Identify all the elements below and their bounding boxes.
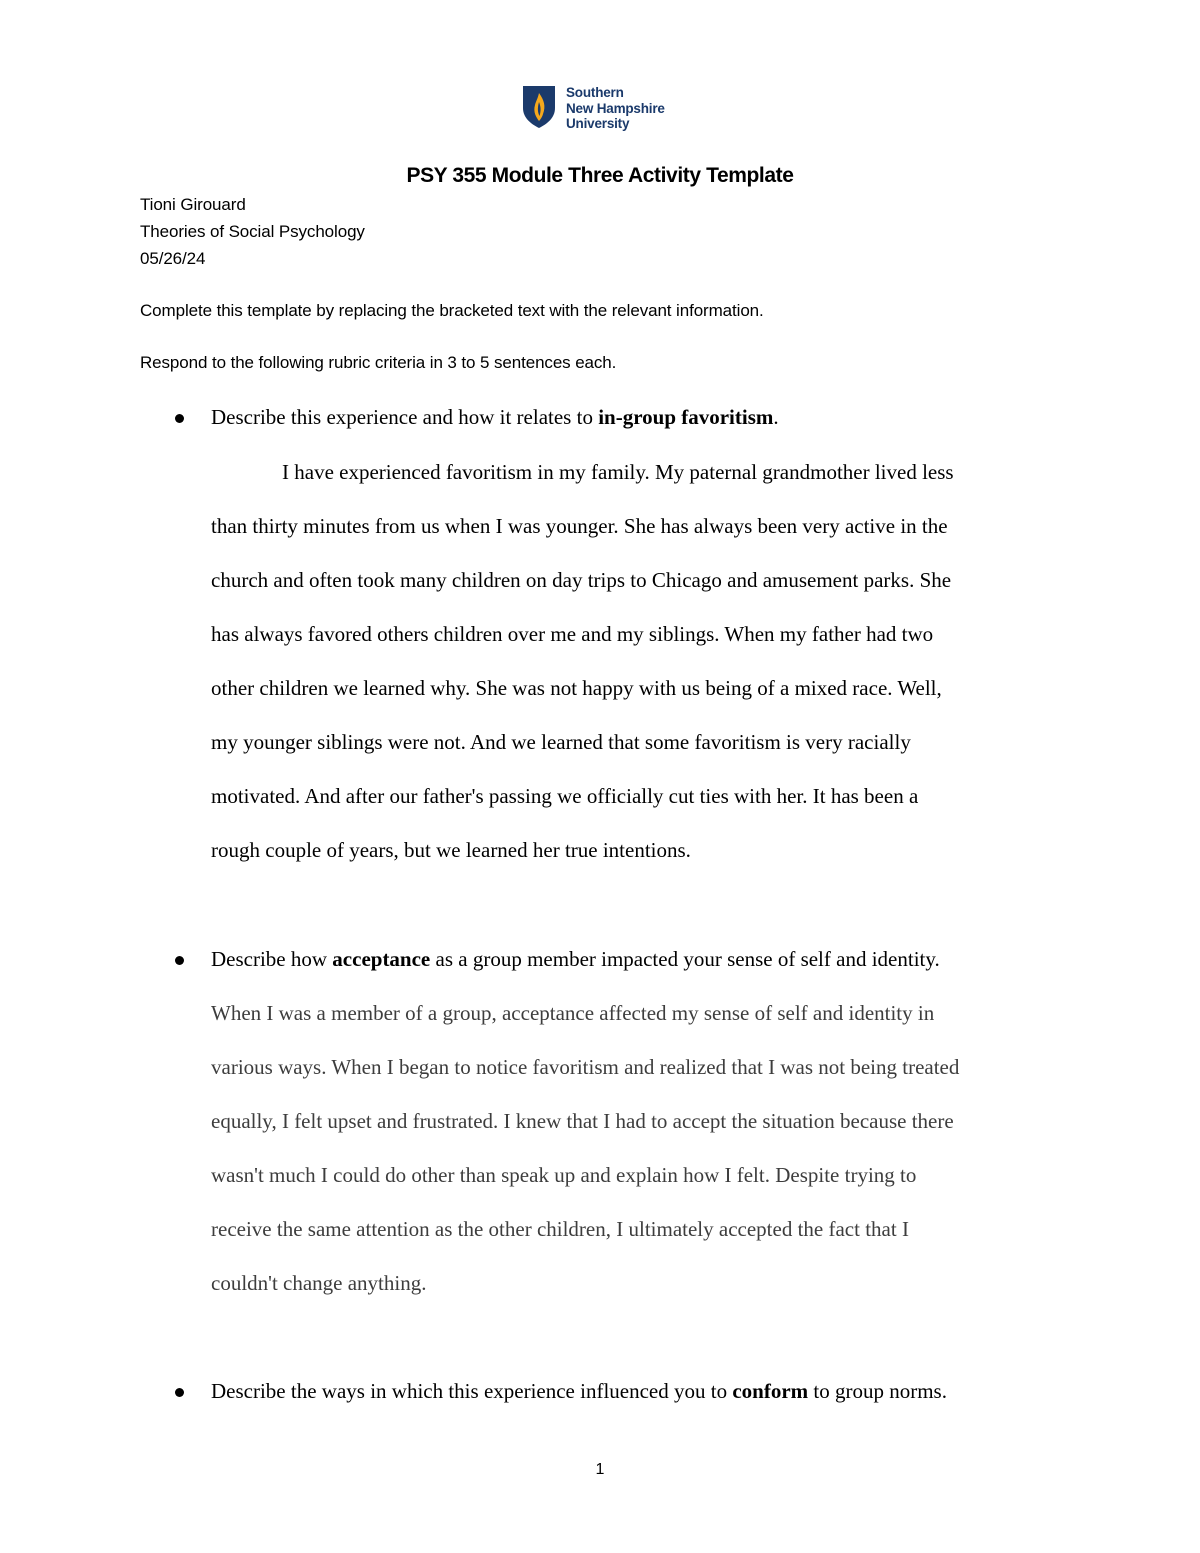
bullet-3: [175, 1388, 184, 1397]
submission-date: 05/26/24: [140, 249, 206, 268]
answer-2-line: equally, I felt upset and frustrated. I knew that I had to accept the situation because there: [211, 1109, 954, 1133]
answer-2-line: couldn't change anything.: [211, 1271, 427, 1295]
question-3-suffix: to group norms.: [808, 1379, 947, 1403]
shield-flame-icon: [521, 84, 557, 130]
bullet-1: [175, 414, 184, 423]
student-name: Tioni Girouard: [140, 195, 246, 214]
answer-1-line: church and often took many children on day trips to Chicago and amusement parks. She: [211, 568, 952, 592]
answer-1-line: my younger siblings were not. And we learned that some favoritism is very racially: [211, 730, 911, 754]
answer-2-line: various ways. When I began to notice favoritism and realized that I was not being treated: [211, 1055, 960, 1079]
university-logo: [521, 84, 665, 132]
course-name: Theories of Social Psychology: [140, 222, 365, 241]
question-3-prefix: Describe the ways in which this experience influenced you to: [211, 1379, 733, 1403]
question-3: [211, 1379, 947, 1404]
logo-line-1: Southern: [566, 85, 624, 100]
answer-1-line: rough couple of years, but we learned her true intentions.: [211, 838, 691, 862]
question-2-keyword: acceptance: [332, 947, 431, 971]
answer-1-line: has always favored others children over me and my siblings. When my father had two: [211, 622, 934, 646]
question-1: [211, 405, 779, 430]
answer-2-line: wasn't much I could do other than speak up and explain how I felt. Despite trying to: [211, 1163, 917, 1187]
question-2-prefix: Describe how: [211, 947, 333, 971]
bullet-2: [175, 956, 184, 965]
answer-2-line: When I was a member of a group, acceptance affected my sense of self and identity in: [211, 1001, 935, 1025]
question-3-keyword: conform: [732, 1379, 809, 1403]
question-2: [211, 947, 940, 972]
question-2-suffix: as a group member impacted your sense of self and identity.: [430, 947, 940, 971]
question-1-keyword: in-group favoritism: [598, 405, 774, 429]
logo-line-3: University: [566, 116, 630, 131]
answer-1-line: motivated. And after our father's passing we officially cut ties with her. It has been a: [211, 784, 919, 808]
question-1-suffix: .: [773, 405, 779, 429]
answer-1-line: other children we learned why. She was not happy with us being of a mixed race. Well,: [211, 676, 942, 700]
answer-1-line: than thirty minutes from us when I was younger. She has always been very active in the: [211, 514, 948, 538]
instruction-respond: Respond to the following rubric criteria in 3 to 5 sentences each.: [140, 353, 617, 372]
logo-line-2: New Hampshire: [566, 100, 665, 116]
answer-2-line: receive the same attention as the other children, I ultimately accepted the fact that I: [211, 1217, 909, 1241]
university-name: [566, 85, 665, 132]
answer-1-line: I have experienced favoritism in my family. My paternal grandmother lived less: [282, 460, 954, 484]
question-1-prefix: Describe this experience and how it relates to: [211, 405, 599, 429]
instruction-complete: Complete this template by replacing the bracketed text with the relevant information.: [140, 301, 764, 320]
document-title: PSY 355 Module Three Activity Template: [406, 164, 794, 187]
page-number: 1: [595, 1461, 605, 1478]
